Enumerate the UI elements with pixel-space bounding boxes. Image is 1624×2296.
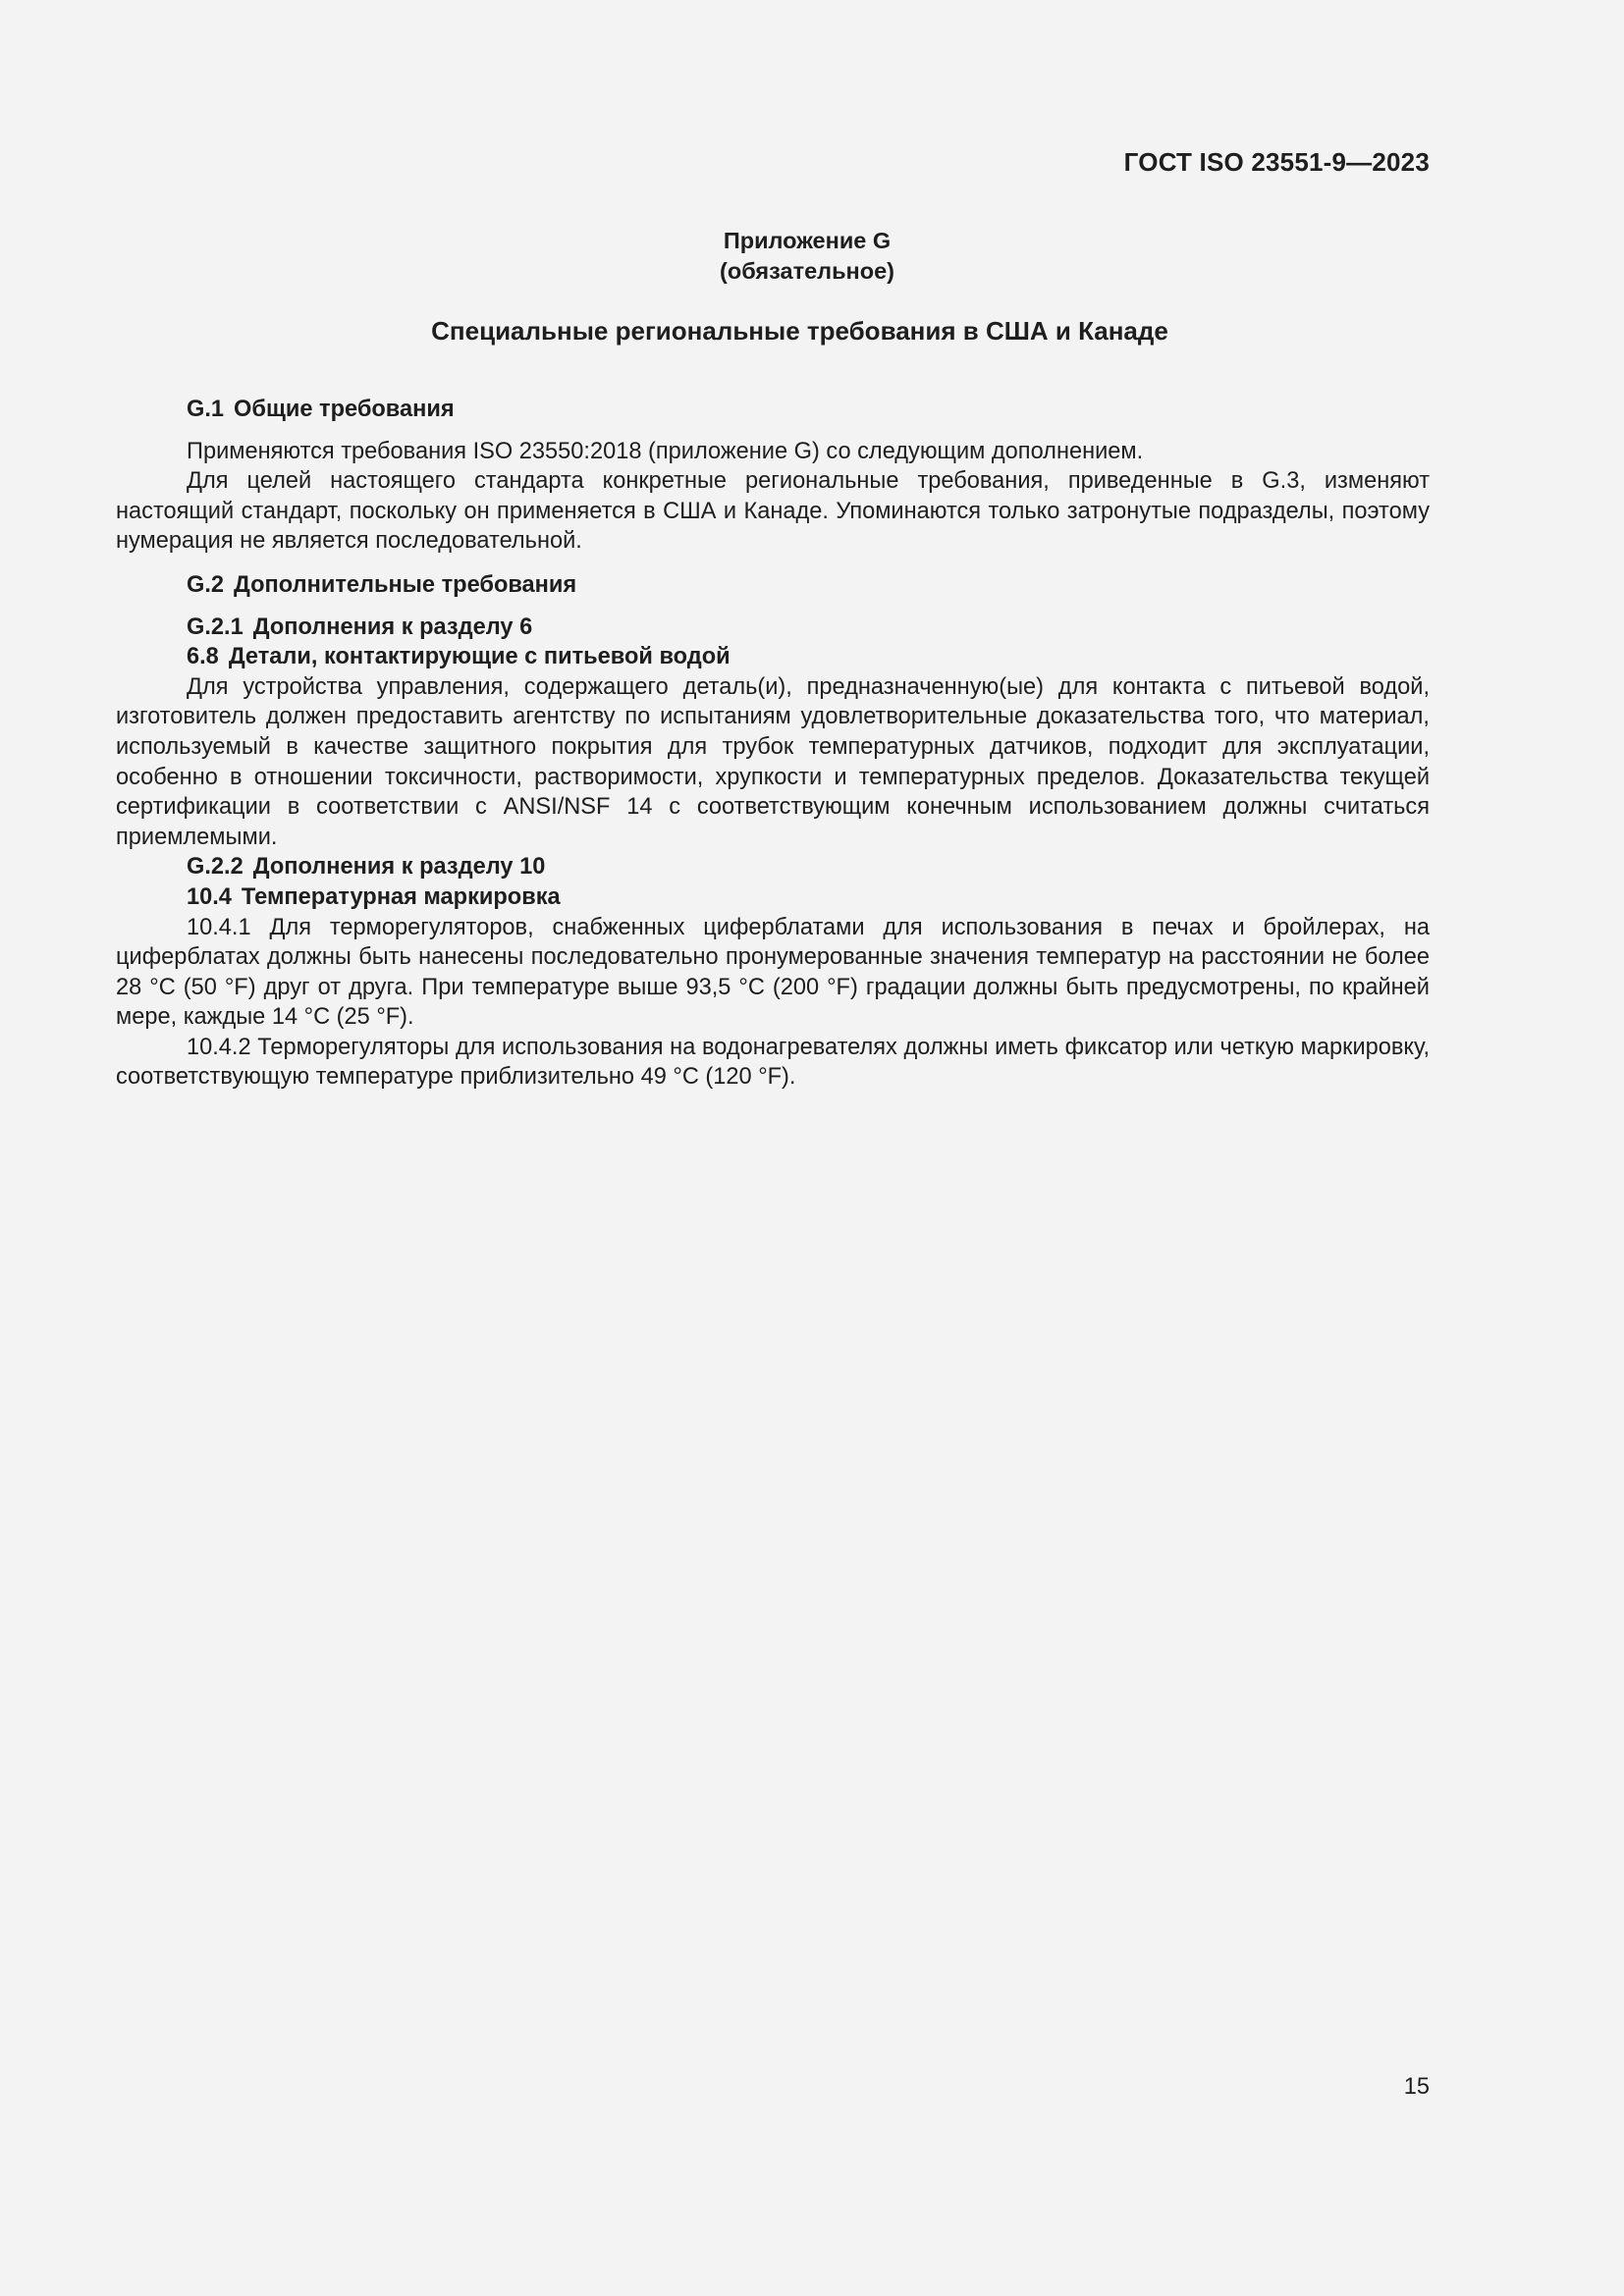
section-heading-10-4 xyxy=(116,882,1430,913)
paragraph: Применяются требования ISO 23550:2018 (приложение G) со следующим дополнением. xyxy=(187,438,1144,464)
section-heading-g2-1 xyxy=(116,613,1430,643)
section-title: Детали, контактирующие с питьевой водой xyxy=(228,644,731,670)
section-heading-g1 xyxy=(116,395,1430,425)
section-heading-6-8 xyxy=(116,642,1430,672)
section-number: G.2.2 xyxy=(187,854,244,881)
section-title: Общие требования xyxy=(234,397,455,422)
section-number: 6.8 xyxy=(187,644,219,670)
page-number: 15 xyxy=(1403,2074,1430,2100)
paragraph: Для целей настоящего стандарта конкретные региональные требования, приведенные в G.3, изменяют настоящий стандарт, поскольку он применяется в США и Канаде. Упоминаются только затронутые подразделы, поэтому нумерация не является последовательной. xyxy=(116,468,1430,555)
section-title: Дополнительные требования xyxy=(234,571,577,598)
document-body xyxy=(116,395,1430,1093)
document-code: ГОСТ ISO 23551-9—2023 xyxy=(1123,147,1430,177)
section-heading-g2 xyxy=(116,570,1430,601)
section-number: G.1 xyxy=(187,397,225,422)
annex-title xyxy=(0,316,1624,347)
section-title: Температурная маркировка xyxy=(241,883,561,910)
section-title: Дополнения к разделу 10 xyxy=(252,854,546,881)
section-title: Дополнения к разделу 6 xyxy=(252,614,533,640)
section-number: 10.4 xyxy=(187,883,232,910)
section-number: G.2.1 xyxy=(187,614,244,640)
annex-label: Приложение G xyxy=(723,228,892,253)
section-number: G.2 xyxy=(187,571,225,598)
annex-header xyxy=(0,226,1624,287)
annex-title-text: Специальные региональные требования в США и Канаде xyxy=(431,316,1168,346)
paragraph: 10.4.1 Для терморегуляторов, снабженных циферблатами для использования в печах и бройлерах, на циферблатах должны быть нанесены последовательно пронумерованные значения температур на расстоянии не более 28 °C (50 °F) друг от друга. При температуре выше 93,5 °C (200 °F) градации должны быть предусмотрены, по крайней мере, каждые 14 °C (25 °F). xyxy=(116,914,1430,1031)
section-heading-g2-2 xyxy=(116,852,1430,882)
annex-status: (обязательное) xyxy=(720,258,894,284)
paragraph: 10.4.2 Терморегуляторы для использования на водонагревателях должны иметь фиксатор или четкую маркировку, соответствующую температуре приблизительно 49 °C (120 °F). xyxy=(116,1034,1430,1091)
paragraph: Для устройства управления, содержащего деталь(и), предназначенную(ые) для контакта с питьевой водой, изготовитель должен предоставить агентству по испытаниям удовлетворительные доказательства того, что материал, используемый в качестве защитного покрытия для трубок температурных датчиков, подходит для эксплуатации, особенно в отношении токсичности, растворимости, хрупкости и температурных пределов. Доказательства текущей сертификации в соответствии с ANSI/NSF 14 с соответствующим конечным использованием должны считаться приемлемыми. xyxy=(116,673,1430,850)
